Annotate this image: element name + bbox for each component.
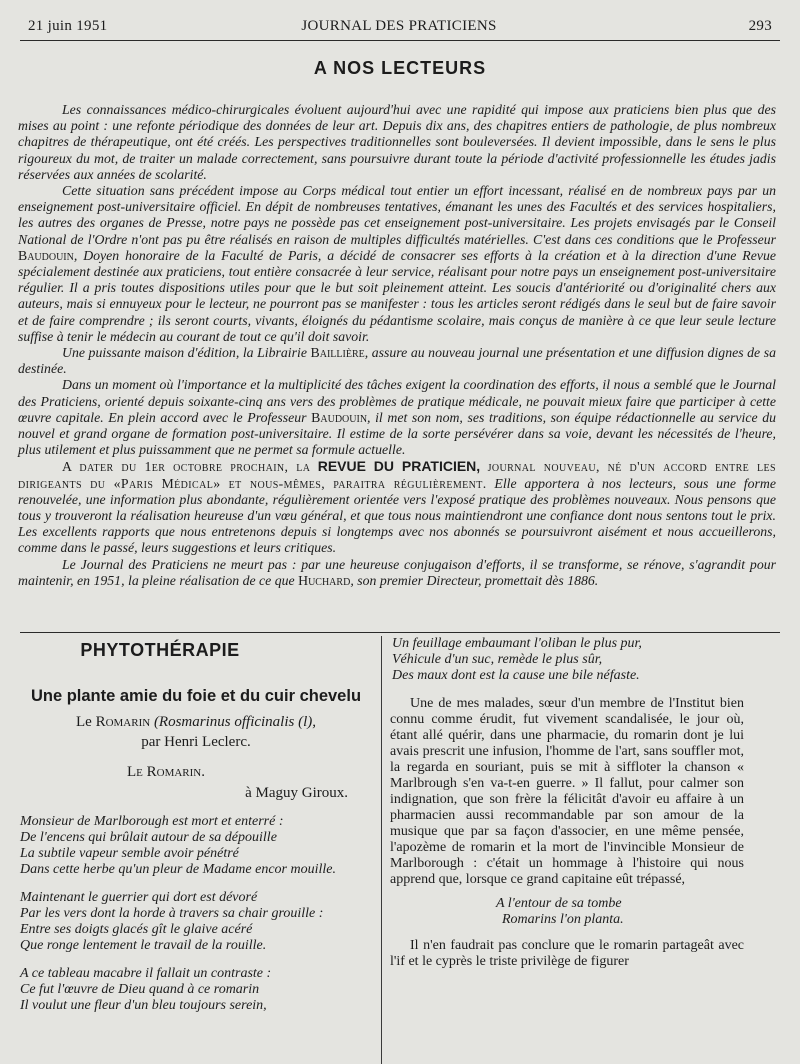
verse-line: Que ronge lentement le travail de la rouille. [20,938,267,953]
person-name: Baudouin [18,247,74,263]
person-name: Baudouin [311,409,368,425]
publisher-name: Baillière [310,345,365,361]
paragraph-text: Le Journal des Praticiens ne meurt pas : par une heureuse conjugaison d'efforts, il se transforme, se rénove, s'agrandit pour maintenir, en 1951, la pleine réalisation de ce que [18,556,776,588]
body-paragraph: Une de mes malades, sœur d'un membre de l'Institut bien connu comme érudit, fut vivement scandalisée, le jour où, étant allé quérir, dans une pharmacie, du romarin dont je lui avais prescrit une infusion, l'homme de l'art, sans souffler mot, la regarda en souriant, puis se mit à siffloter la chanson « Marlbrough s'en va-t-en guerre. » Il fallut, pour calmer son indignation, que son frère la félicitât d'avoir eu affaire à un pharmacien aussi recommandable par son amour de la musique que par sa façon d'associer, en une même pensée, l'apozème de romarin et la mort de l'invincible Monsieur de Marlborough : c'était un hommage à l'histoire qui nous apprend que, lorsque ce grand capitaine eût trépassé, [390,696,744,887]
column-rule [381,636,382,1064]
verse-line: Ce fut l'œuvre de Dieu quand à ce romarin [20,982,260,997]
epitaph-verse [390,896,744,928]
editorial-paragraph [18,458,776,556]
announcement-text: journal nouveau, né d'un accord entre les dirigeants du «Paris Médical» et nous-mêmes, paraitra régulièrement. [18,459,776,491]
editorial-title: A NOS LECTEURS [313,58,487,78]
verse-line: Entre ses doigts glacés gît le glaive acéré [20,922,253,937]
poem-stanza [390,636,744,684]
verse-line: Il voulut une fleur d'un bleu toujours serein, [20,998,267,1013]
verse-line: La subtile vapeur semble avoir pénétré [20,846,239,861]
byline [20,712,372,752]
issue-date: 21 juin 1951 [28,18,108,34]
rubric-heading: PHYTOTHÉRAPIE [80,640,240,660]
paragraph-text: Dans un moment où l'importance et la multiplicité des tâches exigent la coordination des efforts, il nous a semblé que le Journal des Praticiens, orienté depuis soixante-cinq ans vers des problèmes de pratique médicale, ne pouvait mieux faire que participer à cette œuvre capitale. En plein accord avec le Professeur [18,377,776,425]
byline-text: Le [75,714,92,730]
latin-name: (Rosmarinus officinalis (l), [153,714,317,730]
plant-name: Romarin [95,714,151,730]
verse-line: Maintenant le guerrier qui dort est dévoré [20,890,258,905]
poem-stanza [20,890,372,954]
editorial-paragraph [18,102,776,183]
journal-title: JOURNAL DES PRATICIENS [301,18,497,34]
verse-line: Dans cette herbe qu'un pleur de Madame encor mouille. [20,862,336,877]
article-body [390,696,744,970]
announcement-text: A dater du 1er octobre prochain, la [62,459,311,475]
poem-stanza [20,814,372,878]
poem-title: Le Romarin. [127,764,205,780]
verse-line: Monsieur de Marlborough est mort et enterré : [20,814,284,829]
running-header [20,14,778,36]
poem-dedication: à Maguy Giroux. [245,785,348,801]
paragraph-text: Cette situation sans précédent impose au Corps médical tout entier un effort incessant, réalisé en de nombreux pays par un enseignement post-universitaire officiel. En dépit de nombreuses tentatives, émanant les unes des Facultés et des services hospitaliers, les autres des organes de Presse, notre pays ne possède pas cet enseignement post-universitaire. Les projets envisagés par le Conseil National de l'Ordre n'ont pas pu être réalisés en raison de multiples difficultés matérielles. C'est dans ces conditions que le Professeur [18,183,776,247]
verse-line: A l'entour de sa tombe [496,896,622,911]
paragraph-text: Une puissante maison d'édition, la Librairie [62,345,307,361]
editorial-paragraph [18,183,776,345]
paragraph-text: Les connaissances médico-chirurgicales évoluent aujourd'hui avec une rapidité qui impose aux praticiens bien plus que des mises au point : une refonte périodique des données de leur art. Depuis dix ans, des chapitres entiers de pathologie, de plus nombreux chapitres de thérapeutique, ont été créés. Les perspectives traditionnelles sont bouleversées. Il devient impossible, dans le sens le plus rigoureux du mot, de traiter un malade correctement, sans poursuivre durant toute la période d'activité professionnelle les études jadis réservées aux années de scolarité. [18,102,776,182]
verse-line: Véhicule d'un suc, remède le plus sûr, [392,652,603,667]
verse-line: Un feuillage embaumant l'oliban le plus pur, [392,636,642,651]
section-rule [20,632,780,633]
verse-line: Des maux dont est la cause une bile néfaste. [392,668,640,683]
body-paragraph: Il n'en faudrait pas conclure que le romarin partageât avec l'if et le cyprès le triste privilège de figurer [390,938,744,969]
paragraph-text: Elle apportera à nos lecteurs, sous une forme renouvelée, une information plus abondante, régulièrement orientée vers l'exposé pratique des problèmes nouveaux. Nous pensons que tous y trouveront la réalisation heureuse d'un vœu général, et que tous nous maintiendront une confiance dont nous sentons tout le prix. Les excellents rapports que nous entretenons depuis si longtemps avec nos abonnés se poursuivront aisément et nous accueillerons, comme dans le passé, leurs suggestions et leurs critiques. [18,475,776,556]
verse-line: Romarins l'on planta. [502,912,624,927]
verse-line: A ce tableau macabre il fallait un contraste : [20,966,272,981]
editorial-paragraph [18,377,776,458]
page-number: 293 [748,18,772,34]
paragraph-text: , assure au nouveau journal une présentation et une diffusion dignes de sa destinée. [18,345,776,377]
verse-line: De l'encens qui brûlait autour de sa dépouille [20,830,277,845]
editorial-text [18,102,776,589]
poem-stanza [20,966,372,1014]
author-line: par Henri Leclerc. [141,734,251,750]
header-rule [20,40,780,41]
person-name: Huchard [298,572,351,588]
revue-name: REVUE DU PRATICIEN, [317,458,481,475]
editorial-paragraph [18,345,776,377]
paragraph-text: , il met son nom, ses traditions, son équipe rédactionnelle au service du nouvel et grand organe de formation post-universitaire. Il estime de la sorte persévérer dans sa voie, devant les nécessités de l'heure, plus utilement et plus puissamment que ne permet sa formule actuelle. [18,409,777,458]
paragraph-text: , son premier Directeur, promettait dès 1886. [350,572,599,588]
left-column [20,636,372,1014]
verse-line: Par les vers dont la horde à travers sa chair grouille : [20,906,324,921]
right-column [390,636,744,970]
paragraph-text: , Doyen honoraire de la Faculté de Paris, a décidé de consacrer ses efforts à la création et à la direction d'une Revue spécialement destinée aux praticiens, tout entière consacrée à leur service, réalisant pour notre pays un enseignement post-universitaire régulier. Il a pris toutes dispositions utiles pour que le but soit pleinement atteint. Les soucis d'antériorité ou d'originalité chers aux auteurs, mais si ennuyeux pour le lecteur, ne pourront pas se manifester : tous les articles seront rédigés dans le seul but de faire savoir et de faire comprendre ; ils seront courts, vivants, éloignés du pédantisme scolaire, mais conçus de manière à ce que leur seule lecture suffise à tenir le médecin au courant de tout ce qu'il doit savoir. [18,247,776,344]
article-title: Une plante amie du foie et du cuir chevelu [30,687,362,705]
editorial-paragraph [18,557,776,589]
